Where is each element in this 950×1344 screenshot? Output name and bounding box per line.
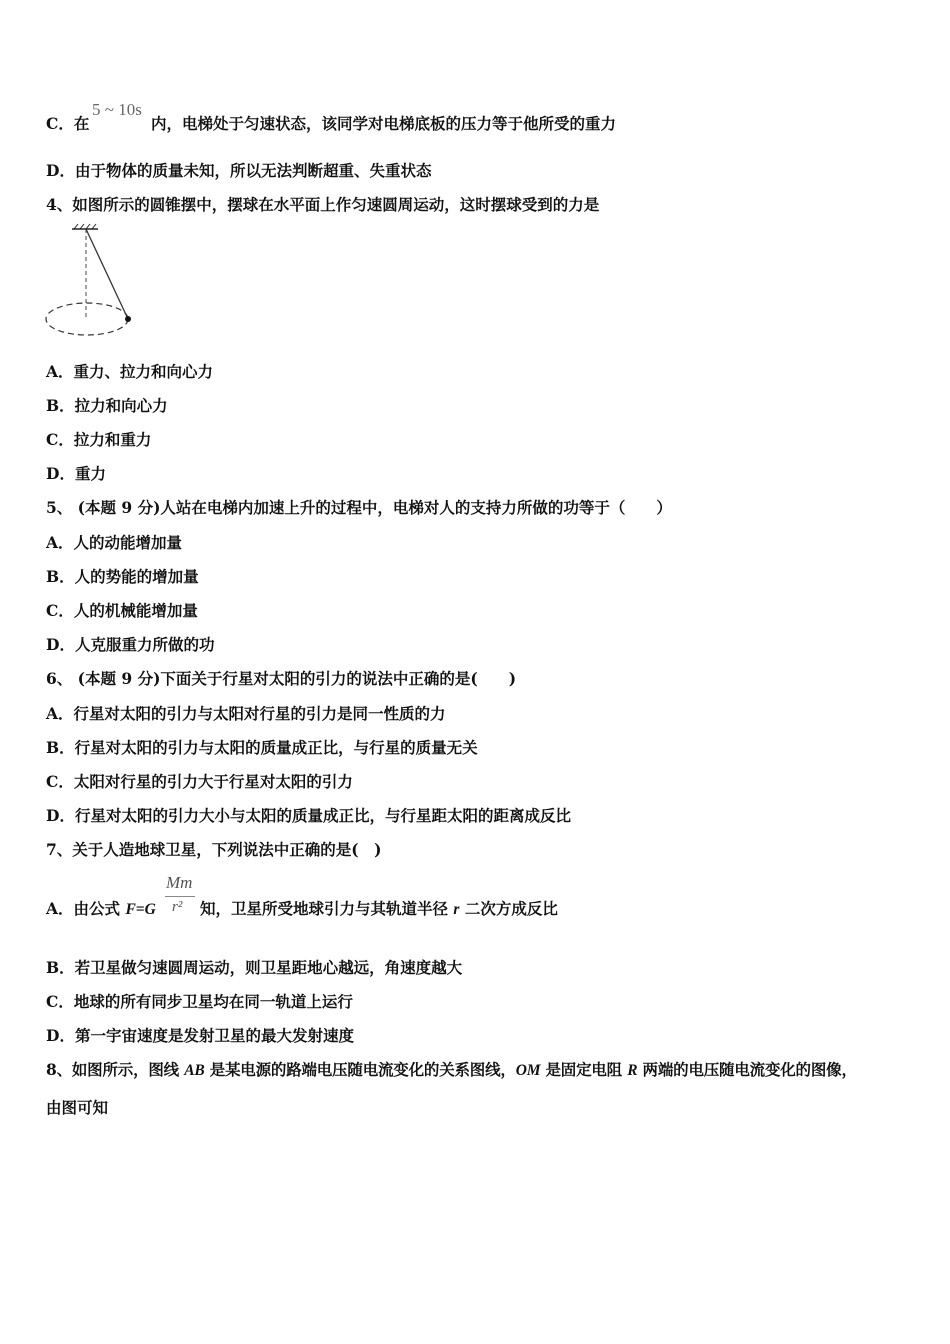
q8-p4: 两端的电压随电流变化的图像，	[642, 1060, 857, 1079]
q7-a-var: r	[453, 901, 460, 918]
q7-a-numerator: Mm	[166, 873, 193, 892]
q3-c-prefix: C．在	[46, 114, 90, 133]
q7-a-formula: F=G	[125, 901, 156, 918]
q6-option-b: B．行星对太阳的引力与太阳的质量成正比，与行星的质量无关	[46, 738, 478, 757]
q8-r: R	[627, 1062, 638, 1079]
q6-option-c: C．太阳对行星的引力大于行星对太阳的引力	[46, 772, 353, 791]
q7-stem: 7、关于人造地球卫星，下列说法中正确的是( )	[46, 840, 382, 859]
q4-stem: 4、如图所示的圆锥摆中，摆球在水平面上作匀速圆周运动，这时摆球受到的力是	[46, 195, 600, 214]
q7-a-mid: 知，卫星所受地球引力与其轨道半径	[200, 899, 449, 918]
q8-p1: 8、如图所示，图线	[46, 1060, 179, 1079]
q3-c-time: 5 ~ 10s	[92, 100, 142, 119]
q7-a-suffix: 二次方成反比	[464, 899, 558, 918]
q4-option-a: A．重力、拉力和向心力	[46, 362, 214, 381]
q6-option-a: A．行星对太阳的引力与太阳对行星的引力是同一性质的力	[46, 704, 446, 723]
q7-option-d: D．第一宇宙速度是发射卫星的最大发射速度	[46, 1026, 354, 1045]
q6-option-d: D．行星对太阳的引力大小与太阳的质量成正比，与行星距太阳的距离成反比	[46, 806, 571, 825]
q3-option-c	[46, 114, 89, 134]
q8-stem	[46, 1060, 857, 1081]
q5-option-b: B．人的势能的增加量	[46, 567, 199, 586]
q8-p3: 是固定电阻	[545, 1060, 622, 1079]
q5-option-a: A．人的动能增加量	[46, 533, 183, 552]
q5-option-d: D．人克服重力所做的功	[46, 635, 215, 654]
q8-line2: 由图可知	[46, 1098, 109, 1117]
q4-option-d: D．重力	[46, 464, 106, 483]
q7-option-b: B．若卫星做匀速圆周运动，则卫星距地心越远，角速度越大	[46, 958, 463, 977]
q3-option-d: D．由于物体的质量未知，所以无法判断超重、失重状态	[46, 161, 432, 180]
q7-a-prefix: A．由公式	[46, 899, 121, 918]
q7-option-a	[46, 899, 156, 920]
q5-option-c: C．人的机械能增加量	[46, 601, 198, 620]
q7-option-c: C．地球的所有同步卫星均在同一轨道上运行	[46, 992, 353, 1011]
fraction-bar	[165, 896, 195, 897]
q8-ab: AB	[184, 1062, 205, 1079]
q8-p2: 是某电源的路端电压随电流变化的关系图线，	[209, 1060, 516, 1079]
q6-stem: 6、 (本题 9 分)下面关于行星对太阳的引力的说法中正确的是( )	[46, 669, 517, 688]
q3-c-suffix: 内，电梯处于匀速状态，该同学对电梯底板的压力等于他所受的重力	[151, 114, 617, 133]
q8-om: OM	[515, 1062, 541, 1079]
q4-option-c: C．拉力和重力	[46, 430, 152, 449]
q5-stem: 5、 (本题 9 分)人站在电梯内加速上升的过程中，电梯对人的支持力所做的功等于（ ）	[46, 498, 672, 517]
conical-pendulum-figure	[40, 222, 140, 340]
q7-a-rest	[200, 899, 558, 920]
q4-option-b: B．拉力和向心力	[46, 396, 168, 415]
q7-a-denominator: r²	[172, 899, 183, 915]
